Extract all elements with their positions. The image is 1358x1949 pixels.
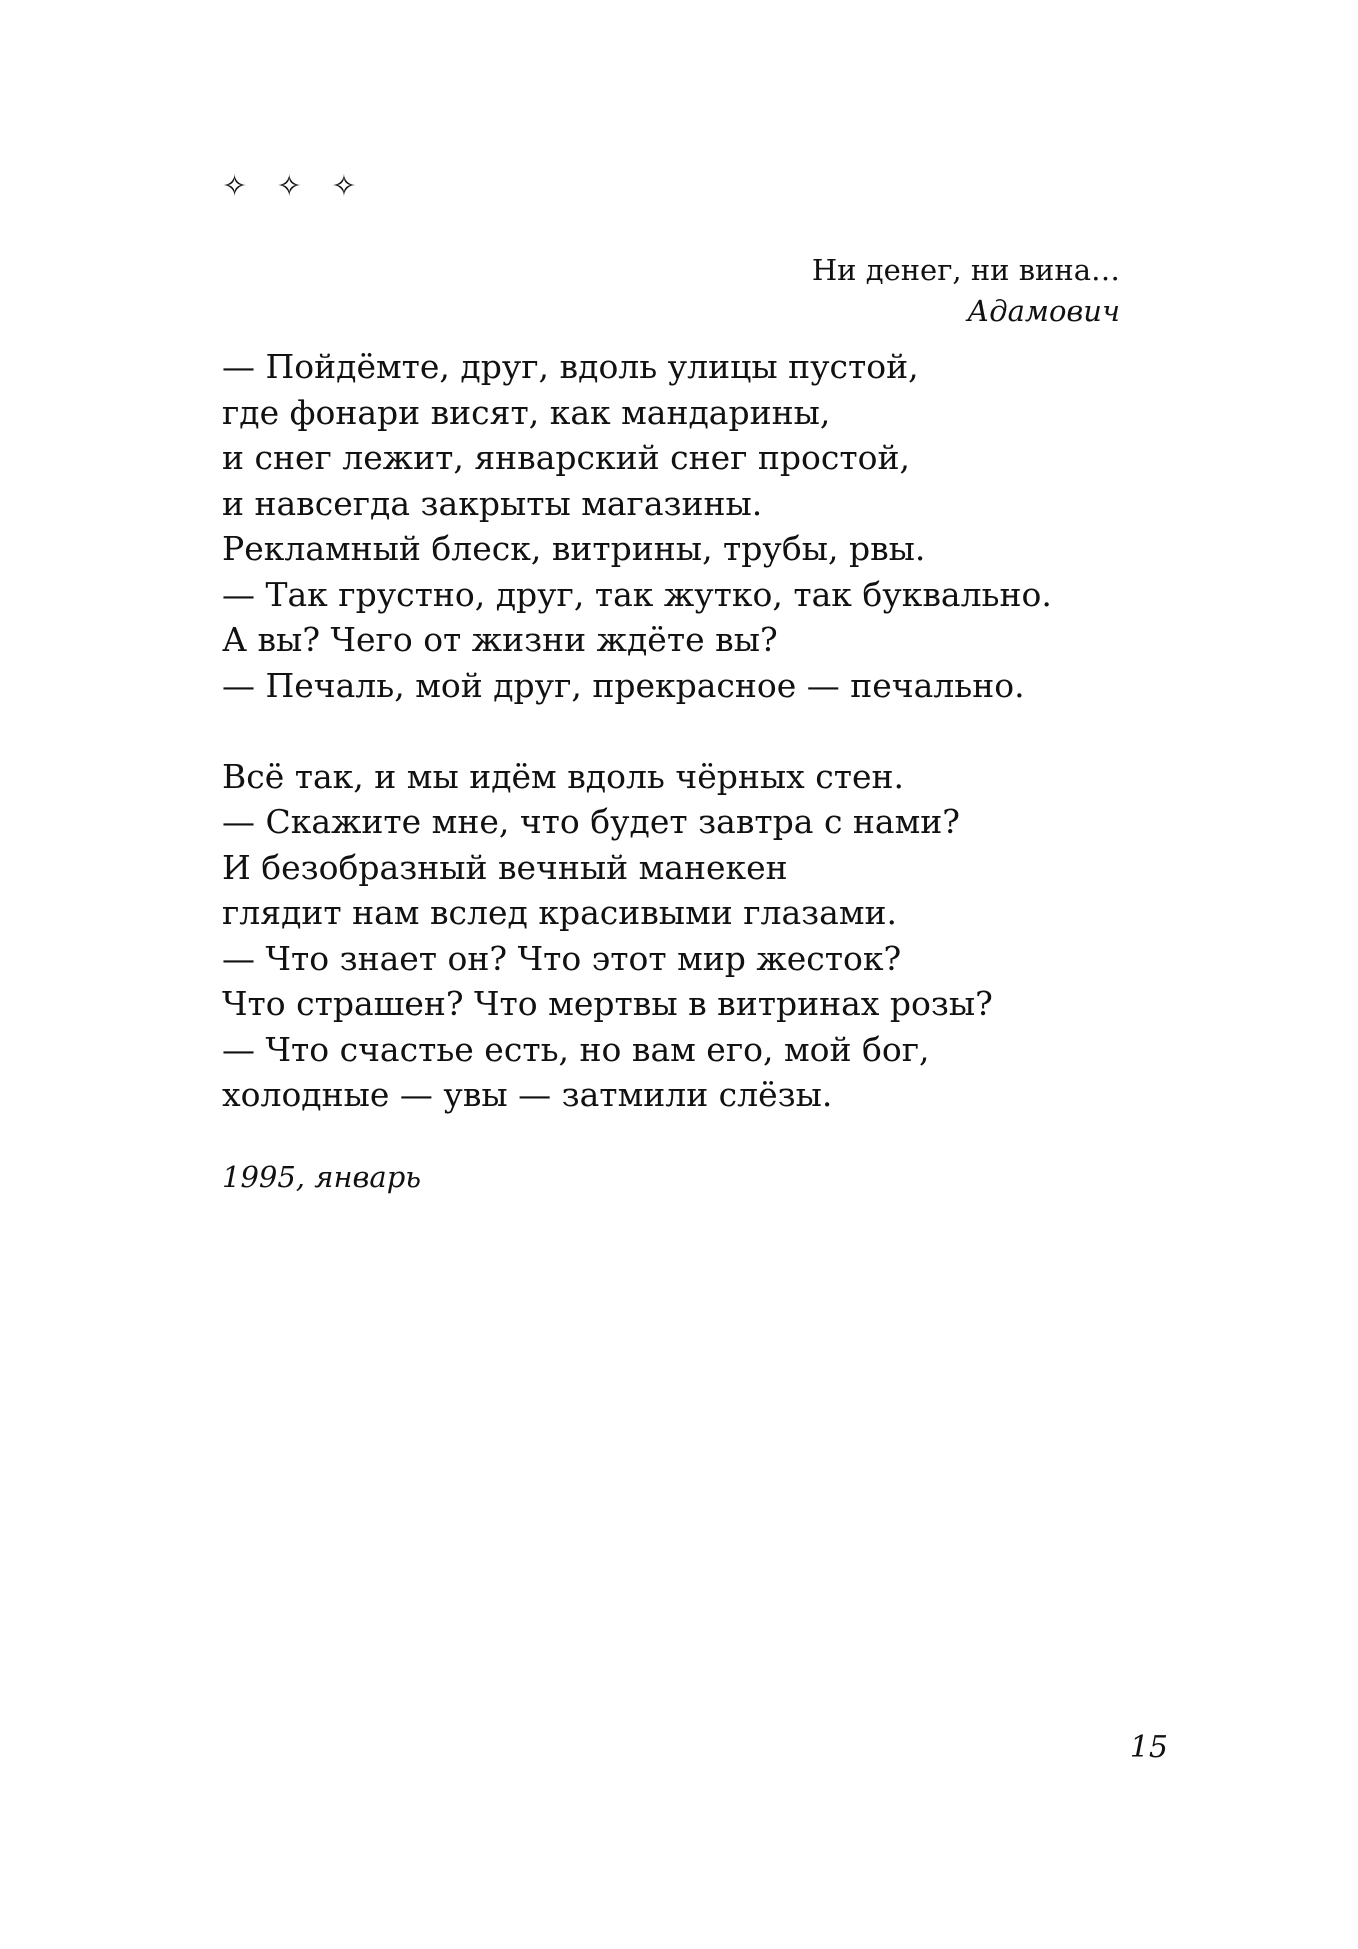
poem-line: холодные — увы — затмили слёзы. <box>222 1075 833 1114</box>
poem-line: — Так грустно, друг, так жутко, так буквально. <box>222 574 1052 614</box>
poem-line: Что страшен? Что мертвы в витринах розы? <box>222 984 993 1023</box>
poem-line: и снег лежит, январский снег простой, <box>222 438 910 477</box>
poem-line: — Что знает он? Что этот мир жесток? <box>222 938 902 978</box>
epigraph-author: Адамович <box>967 294 1120 328</box>
stanza-1 <box>222 344 1052 708</box>
poem-line: и навсегда закрыты магазины. <box>222 483 763 523</box>
stanza-2 <box>222 754 1052 1118</box>
poem-line: И безобразный вечный манекен <box>222 847 788 887</box>
poem-line: где фонари висят, как мандарины, <box>222 392 831 432</box>
poem-line: — Печаль, мой друг, прекрасное — печально. <box>222 665 1025 705</box>
poem-line: Рекламный блеск, витрины, трубы, рвы. <box>222 529 926 568</box>
poem-line: — Скажите мне, что будет завтра с нами? <box>222 802 960 841</box>
poem-line: — Пойдёмте, друг, вдоль улицы пустой, <box>222 347 919 386</box>
epigraph <box>812 250 1120 332</box>
poem-line: А вы? Чего от жизни ждёте вы? <box>222 620 778 659</box>
poem-line: глядит нам вслед красивыми глазами. <box>222 893 897 932</box>
section-ornament: ✧ ✧ ✧ <box>222 169 367 204</box>
poem-date: 1995, январь <box>222 1160 422 1194</box>
poem-line: — Что счастье есть, но вам его, мой бог, <box>222 1029 930 1069</box>
page-number: 15 <box>1129 1730 1168 1765</box>
poem-line: Всё так, и мы идём вдоль чёрных стен. <box>222 756 904 796</box>
poem-body <box>222 344 1052 1118</box>
epigraph-text: Ни денег, ни вина… <box>811 253 1120 287</box>
